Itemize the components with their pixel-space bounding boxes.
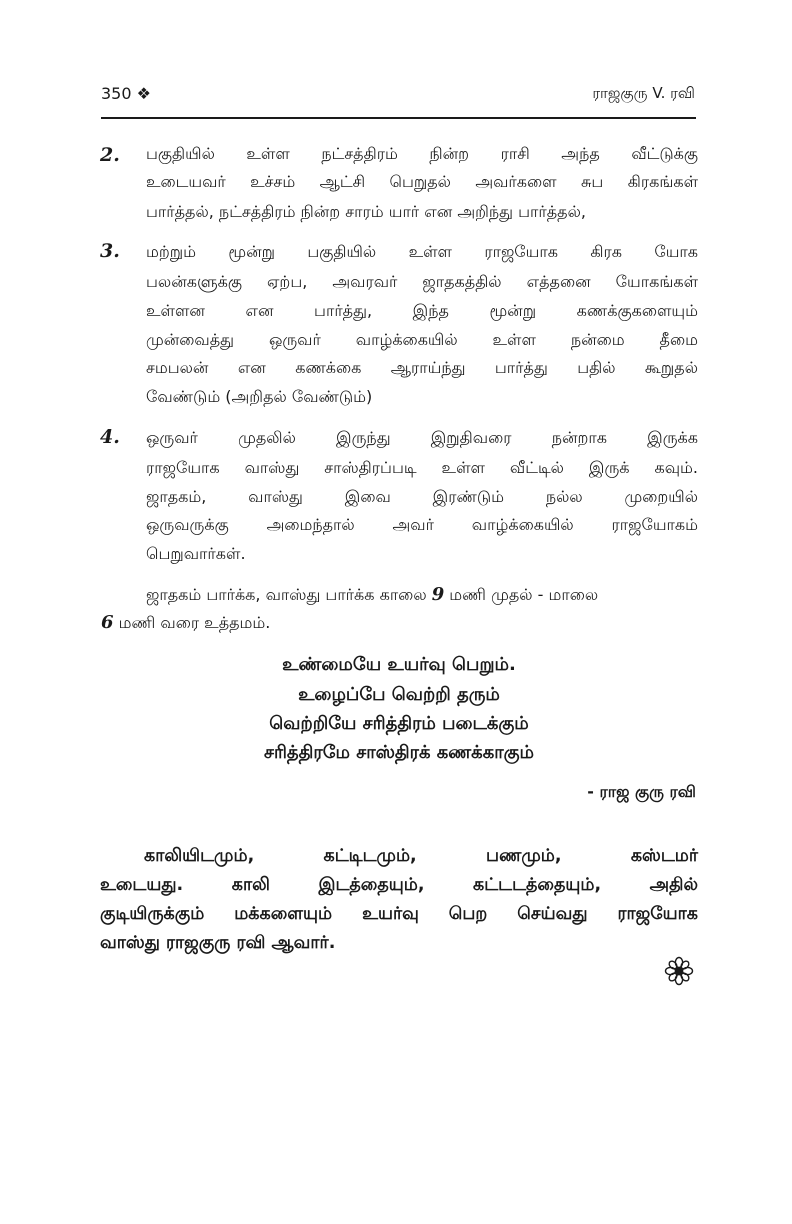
timing-line-2 (101, 612, 270, 634)
item-line: ஒருவர் முதலில் இருந்து இறுதிவரை நன்றாக இருக்க (146, 428, 698, 447)
quote-line: சரித்திரமே சாஸ்திரக் கணக்காகும் (264, 742, 534, 763)
header-rule (101, 117, 696, 119)
quote-line: வெற்றியே சரித்திரம் படைக்கும் (269, 713, 529, 734)
item-line: உடையவர் உச்சம் ஆட்சி பெறுதல் அவர்களை சுப கிரகங்கள் (146, 172, 698, 191)
item-line: ராஜயோக வாஸ்து சாஸ்திரப்படி உள்ள வீட்டில் இருக் கவும். (146, 458, 698, 477)
timing-text: ஜாதகம் பார்க்க, வாஸ்து பார்க்க காலை (146, 585, 432, 604)
item-line: பார்த்தல், நட்சத்திரம் நின்ற சாரம் யார் என அறிந்து பார்த்தல், (146, 202, 586, 221)
item-line: பகுதியில் உள்ள நட்சத்திரம் நின்ற ராசி அந்த வீட்டுக்கு (146, 144, 698, 163)
list-item (100, 426, 698, 576)
item-number: 4. (100, 426, 120, 448)
timing-hour: 9 (431, 584, 445, 605)
timing-text: மணி வரை உத்தமம். (113, 613, 271, 632)
item-line: உள்ளன என பார்த்து, இந்த மூன்று கணக்குகளையும் (146, 301, 698, 320)
page-number: 350 ❖ (101, 84, 151, 103)
item-number: 2. (100, 144, 120, 166)
list-item (100, 240, 698, 420)
timing-hour: 6 (101, 612, 114, 633)
item-line: பலன்களுக்கு ஏற்ப, அவரவர் ஜாதகத்தில் எத்தனை யோகங்கள் (146, 272, 698, 291)
quote-line: உழைப்பே வெற்றி தரும் (298, 684, 500, 705)
list-item (100, 144, 698, 234)
item-line: முன்வைத்து ஒருவர் வாழ்க்கையில் உள்ள நன்மை தீமை (146, 330, 698, 349)
closing-line: குடியிருக்கும் மக்களையும் உயர்வு பெற செய்வது ராஜயோக (100, 904, 698, 924)
timing-text: மணி முதல் - மாலை (444, 585, 599, 604)
closing-line: வாஸ்து ராஜகுரு ரவி ஆவார். (100, 933, 336, 953)
item-line: பெறுவார்கள். (146, 544, 246, 563)
quote-attribution: - ராஜ குரு ரவி (587, 782, 696, 801)
closing-line: உடையது. காலி இடத்தையும், கட்டடத்தையும், அதில் (100, 875, 698, 895)
page-header (101, 84, 695, 116)
quote-line: உண்மையே உயர்வு பெறும். (282, 654, 516, 675)
item-line: ஒருவருக்கு அமைந்தால் அவர் வாழ்க்கையில் ராஜயோகம் (146, 515, 698, 534)
item-line: ஜாதகம், வாஸ்து இவை இரண்டும் நல்ல முறையில் (146, 487, 698, 506)
running-title: ராஜகுரு V. ரவி (592, 84, 695, 102)
item-line: சமபலன் என கணக்கை ஆராய்ந்து பார்த்து பதில் கூறுதல் (146, 358, 698, 377)
item-number: 3. (100, 240, 120, 262)
closing-line: காலியிடமும், கட்டிடமும், பணமும், கஸ்டமர் (144, 846, 698, 866)
flower-ornament-icon (664, 956, 694, 986)
item-line: மற்றும் மூன்று பகுதியில் உள்ள ராஜயோக கிரக யோக (146, 242, 698, 261)
timing-line-1 (146, 584, 698, 606)
item-line: வேண்டும் (அறிதல் வேண்டும்) (146, 387, 373, 406)
